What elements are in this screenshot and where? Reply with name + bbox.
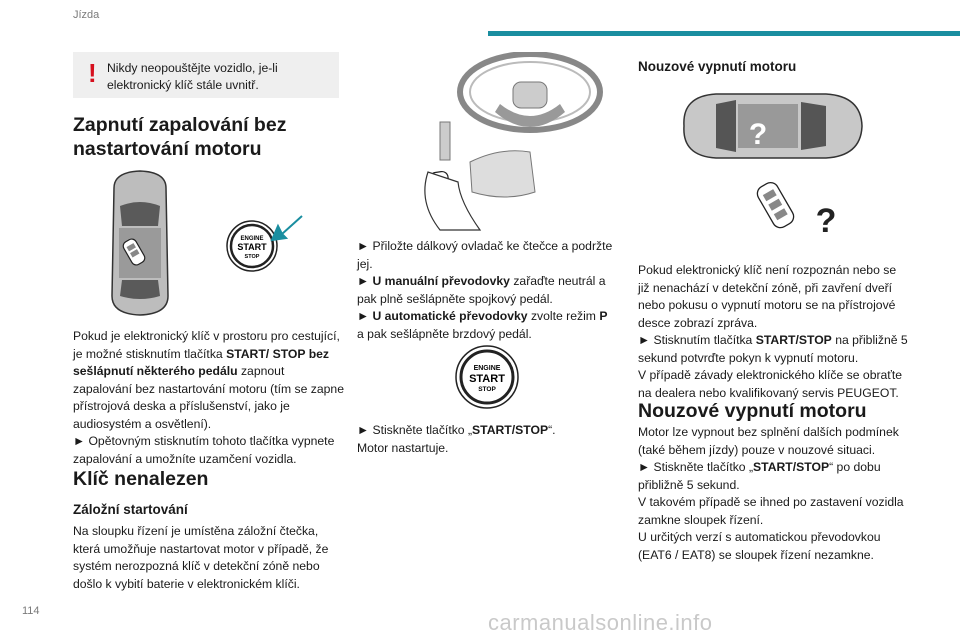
col2-steps xyxy=(357,238,617,343)
step-press-start: ► Stiskněte tlačítko „START/STOP“. xyxy=(357,423,556,437)
section-label: Jízda xyxy=(73,9,100,21)
svg-text:ENGINE: ENGINE xyxy=(473,365,501,372)
start-stop-button-press-illustration xyxy=(226,212,308,274)
svg-text:?: ? xyxy=(815,202,837,240)
step-automatic-gearbox: ► U automatické převodovky zvolte režim P a pak sešlápněte brzdový pedál. xyxy=(357,309,608,341)
warning-box xyxy=(73,52,339,98)
svg-text:ENGINE: ENGINE xyxy=(240,236,264,242)
svg-text:START: START xyxy=(237,242,267,252)
paragraph-backup-reader: Na sloupku řízení je umístěna záložní čtečka, která umožňuje nastartovat motor v případě, že systém nerozpozná klíč v detekční zóně nebo došlo k vybití baterie v elektronickém klíči. xyxy=(73,524,329,591)
heading-key-not-found: Klíč nenalezen xyxy=(73,468,209,490)
paragraph-press-start-stop: ► Stiskněte tlačítko „START/STOP“ po dobu přibližně 5 sekund. xyxy=(638,460,881,492)
col3-emergency-body xyxy=(638,424,908,564)
col2-press-button xyxy=(357,422,617,457)
start-stop-button-icon xyxy=(454,344,520,410)
car-top-view-key-inside-illustration xyxy=(100,168,180,318)
paragraph-contact-dealer: V případě závady elektronického klíče se obraťte na dealera nebo kvalifikovaný servis PEUGEOT. xyxy=(638,368,903,400)
page-number: 114 xyxy=(22,605,40,617)
paragraph-ignition-off: ► Opětovným stisknutím tohoto tlačítka vypnete zapalování a umožníte uzamčení vozidla. xyxy=(73,434,335,466)
paragraph-press-5s: ► Stisknutím tlačítka START/STOP na přibližně 5 sekund potvrďte pokyn k vypnutí motoru. xyxy=(638,333,908,365)
heading-ignition-on: Zapnutí zapalování bez nastartování motoru xyxy=(73,114,287,160)
col3-body xyxy=(638,262,908,402)
paragraph-column-locks: V takovém případě se ihned po zastavení vozidla zamkne sloupek řízení. xyxy=(638,495,904,527)
paragraph-key-not-recognised: Pokud elektronický klíč není rozpoznán nebo se již nenachází v detekční zóně, při zavření dveří nebo pokusu o vypnutí motoru se na přístrojové desce zobrazí zpráva. xyxy=(638,263,897,330)
svg-text:STOP: STOP xyxy=(244,254,260,260)
subheading-emergency-stop: Nouzové vypnutí motoru xyxy=(638,59,797,74)
warning-text: Nikdy neopouštějte vozidlo, je-li elektronický klíč stále uvnitř. xyxy=(107,61,278,92)
watermark: carmanualsonline.info xyxy=(488,610,713,635)
step-place-key: ► Přiložte dálkový ovladač ke čtečce a podržte jej. xyxy=(357,239,613,271)
heading-emergency-stop: Nouzové vypnutí motoru xyxy=(638,400,867,422)
steering-column-reader-illustration xyxy=(410,52,610,232)
step-manual-gearbox: ► U manuální převodovky zařaďte neutrál a pak plně sešlápněte spojkový pedál. xyxy=(357,274,606,306)
svg-text:?: ? xyxy=(748,118,768,151)
paragraph-ignition: Pokud je elektronický klíč v prostoru pro cestující, je možné stisknutím tlačítka START/ STOP bez sešlápnutí některého pedálu zapnout zapalování bez nastartování motoru (tím se zapne přístrojová deska a příslušenství, jako je audiosystém a osvětlení). xyxy=(73,329,344,431)
svg-text:STOP: STOP xyxy=(478,386,496,393)
paragraph-emergency-only: Motor lze vypnout bez splnění dalších podmínek (také během jízdy) pouze v nouzové situaci. xyxy=(638,425,899,457)
col1-body xyxy=(73,328,345,468)
car-key-not-detected-illustration xyxy=(676,86,866,246)
subheading-backup-start: Záložní startování xyxy=(73,502,188,517)
svg-text:START: START xyxy=(469,373,505,385)
step-engine-starts: Motor nastartuje. xyxy=(357,440,449,455)
header-accent-bar xyxy=(488,31,960,36)
paragraph-eat-versions: U určitých verzí s automatickou převodovkou (EAT6 / EAT8) se sloupek řízení nezamkne. xyxy=(638,530,881,562)
warning-exclamation-icon: ! xyxy=(88,58,97,88)
